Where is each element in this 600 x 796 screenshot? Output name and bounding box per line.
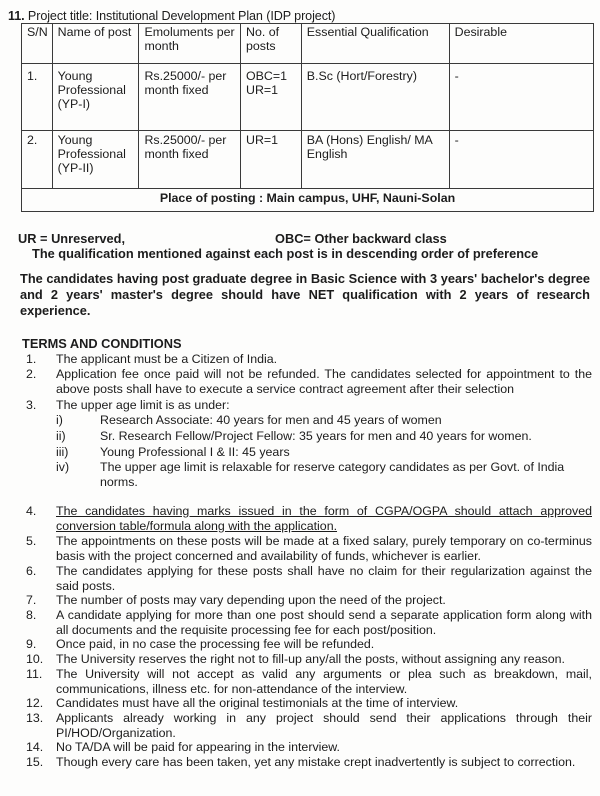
term-text: The upper age limit is as under:	[56, 398, 230, 412]
header-desirable: Desirable	[449, 24, 593, 64]
age-limit-number: i)	[56, 413, 63, 427]
posts-line: OBC=1	[246, 69, 287, 83]
eligibility-note: The candidates having post graduate degree in Basic Science with 3 years' bachelor's degree and 2 years' master's degree should have NET qualification with 2 years of research experience.	[20, 271, 590, 318]
term-text: Though every care has been taken, yet any mistake crept inadvertently is subject to correction.	[56, 755, 576, 769]
project-title	[8, 9, 335, 23]
term-number: 9.	[26, 637, 37, 651]
term-number: 7.	[26, 593, 37, 607]
terms-heading: TERMS AND CONDITIONS	[22, 336, 182, 351]
cell-sn: 1.	[22, 64, 53, 131]
posts-line: UR=1	[246, 133, 279, 147]
cell-no-of-posts	[241, 131, 302, 189]
posts-table	[21, 23, 594, 212]
term-text: The candidates having marks issued in the form of CGPA/OGPA should attach approved conversion table/formula along with the application.	[56, 504, 592, 533]
cell-emoluments: Rs.25000/- per month fixed	[139, 64, 241, 131]
age-limit-text: Young Professional I & II: 45 years	[100, 445, 290, 459]
age-limit-text: The upper age limit is relaxable for reserve category candidates as per Govt. of India norms.	[100, 460, 565, 489]
cell-post-name: Young Professional (YP-I)	[52, 64, 139, 131]
term-number: 15.	[26, 755, 44, 769]
term-text: The number of posts may vary depending upon the need of the project.	[56, 593, 446, 607]
cell-essential-qualification: B.Sc (Hort/Forestry)	[301, 64, 449, 131]
cell-no-of-posts	[241, 64, 302, 131]
header-post-name: Name of post	[52, 24, 139, 64]
cell-essential-qualification: BA (Hons) English/ MA English	[301, 131, 449, 189]
legend-ur: UR = Unreserved,	[18, 231, 126, 246]
term-number: 5.	[26, 534, 37, 548]
project-number: 11.	[8, 9, 25, 23]
term-number: 12.	[26, 696, 44, 710]
table-posting-row	[22, 189, 594, 212]
term-text: The University will not accept as valid any arguments or plea such as breakdown, mail, communications, illness etc. for non-attendance of the interview.	[56, 667, 592, 696]
term-number: 3.	[26, 398, 37, 412]
term-text: The University reserves the right not to fill-up any/all the posts, without assigning any reason.	[56, 652, 565, 666]
age-limit-number: ii)	[56, 429, 66, 443]
term-text: Applicants already working in any project should send their applications through their PI/HOD/Organization.	[56, 711, 592, 740]
term-number: 1.	[26, 352, 37, 366]
term-text: The candidates applying for these posts shall have no claim for their regularization against the said posts.	[56, 564, 592, 593]
cell-desirable: -	[449, 64, 593, 131]
age-limit-text: Research Associate: 40 years for men and 45 years of women	[100, 413, 442, 427]
age-limit-number: iv)	[56, 460, 70, 474]
header-no-of-posts: No. of posts	[241, 24, 302, 64]
qualification-order-note: The qualification mentioned against each post is in descending order of preference	[32, 246, 539, 261]
project-title-text: Project title: Institutional Development Plan (IDP project)	[27, 9, 336, 23]
term-text: The appointments on these posts will be made at a fixed salary, purely temporary on co-terminus basis with the project concerned and availability of funds, whichever is earlier.	[56, 534, 592, 563]
table-row	[22, 64, 594, 131]
term-text: No TA/DA will be paid for appearing in the interview.	[56, 740, 340, 754]
term-number: 13.	[26, 711, 44, 725]
cell-emoluments: Rs.25000/- per month fixed	[139, 131, 241, 189]
term-number: 2.	[26, 367, 37, 381]
term-number: 11.	[26, 667, 43, 681]
cell-desirable: -	[449, 131, 593, 189]
age-limit-text: Sr. Research Fellow/Project Fellow: 35 years for men and 40 years for women.	[100, 429, 532, 443]
term-number: 14.	[26, 740, 44, 754]
cell-sn: 2.	[22, 131, 53, 189]
term-number: 6.	[26, 564, 37, 578]
term-text: The applicant must be a Citizen of India.	[56, 352, 278, 366]
posts-line: UR=1	[246, 83, 279, 97]
header-essential-qualification: Essential Qualification	[301, 24, 449, 64]
table-header-row	[22, 24, 594, 64]
header-sn: S/N	[22, 24, 53, 64]
age-limit-number: iii)	[56, 445, 69, 459]
term-text: Application fee once paid will not be refunded. The candidates selected for appointment to the above posts shall have to execute a service contract agreement after their selection	[56, 367, 592, 396]
header-emoluments: Emoluments per month	[139, 24, 241, 64]
table-row	[22, 131, 594, 189]
term-text: A candidate applying for more than one post should send a separate application form along with all documents and the requisite processing fee for each post/position.	[56, 608, 592, 637]
term-number: 8.	[26, 608, 37, 622]
term-number: 10.	[26, 652, 44, 666]
legend-obc: OBC= Other backward class	[275, 231, 447, 246]
term-text: Candidates must have all the original testimonials at the time of interview.	[56, 696, 459, 710]
cell-post-name: Young Professional (YP-II)	[52, 131, 139, 189]
term-text: Once paid, in no case the processing fee will be refunded.	[56, 637, 375, 651]
place-of-posting: Place of posting : Main campus, UHF, Nauni-Solan	[22, 189, 594, 212]
term-number: 4.	[26, 504, 37, 518]
